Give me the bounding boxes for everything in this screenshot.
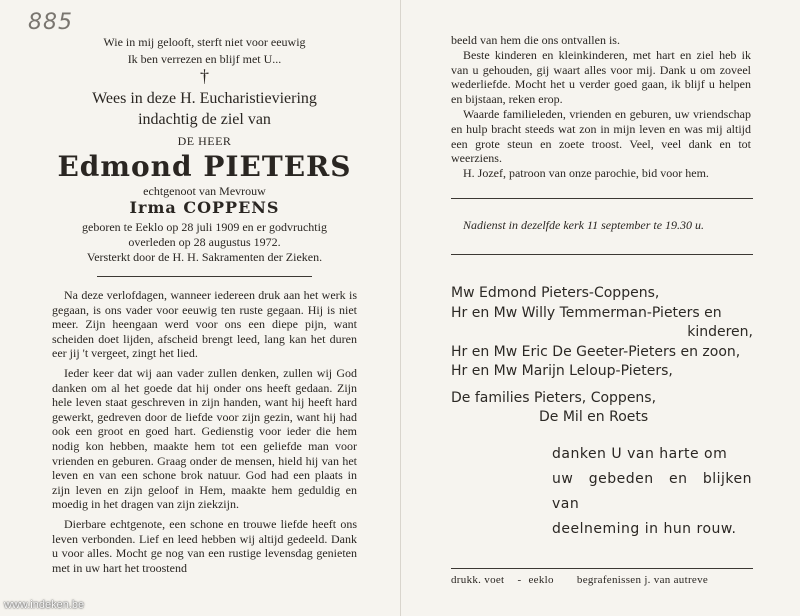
eulogy-paragraph: Ieder keer dat wij aan vader zullen denken, zullen wij God danken om al het goede dat hij onder ons heeft gedaan. Zijn hele leven staat geschreven in zijn handen, want hij heeft hard gewerkt, gedreven door de liefde voor zijn gezin, want hij had ook een groot en goed hart. Gedienstig voor ieder die hem nodig kon hebben, maakte hem tot een geliefde man voor vrienden en geburen. Graag onder de mensen, hield hij van het leven en van een schone brok natuur. God had een plaats in zijn leven en zijn geloof in Hem, maakte hem geduldig en moedig in het dragen van zijn ziekzijn. bbox=[52, 365, 357, 512]
memorial-service-notice: Nadienst in dezelfde kerk 11 september te 19.30 u. bbox=[463, 218, 705, 232]
intro-line: Wees in deze H. Eucharistieviering bbox=[92, 90, 317, 107]
watermark: www.indeken.be bbox=[4, 599, 85, 611]
deceased-name: Edmond PIETERS bbox=[57, 150, 352, 183]
eulogy-continuation bbox=[451, 33, 751, 181]
info-line: Versterkt door de H. H. Sakramenten der Zieken. bbox=[86, 250, 323, 264]
intro-text bbox=[52, 88, 357, 130]
spouse-intro: echtgenoot van Mevrouw bbox=[143, 184, 266, 198]
birth-death-info bbox=[52, 220, 357, 265]
family-line: Hr en Mw Marijn Leloup-Pieters, bbox=[451, 363, 673, 379]
printer-footer bbox=[451, 574, 753, 586]
poem bbox=[52, 34, 357, 68]
printer-town: eeklo bbox=[528, 574, 554, 586]
thanks-line: danken U van harte om bbox=[552, 446, 728, 462]
divider bbox=[451, 198, 753, 199]
thanks-text bbox=[552, 442, 752, 542]
divider bbox=[97, 276, 312, 277]
spouse-name: Irma COPPENS bbox=[129, 198, 280, 217]
intro-line: indachtig de ziel van bbox=[138, 111, 271, 128]
handwritten-number: 885 bbox=[28, 10, 73, 35]
poem-line: Wie in mij gelooft, sterft niet voor eeuwig bbox=[103, 35, 306, 49]
cross-icon: † bbox=[200, 66, 209, 86]
info-line: overleden op 28 augustus 1972. bbox=[128, 235, 281, 249]
eulogy-paragraph: H. Jozef, patroon van onze parochie, bid voor hem. bbox=[463, 166, 709, 181]
eulogy-paragraph: Waarde familieleden, vrienden en geburen, uw vriendschap en hulp bracht steeds wat zon in mijn leven en was mij altijd een grote steun en zoete troost. Veel, veel dank en tot weerziens. bbox=[451, 106, 751, 166]
family-line: Hr en Mw Willy Temmerman-Pieters en bbox=[451, 304, 722, 321]
eulogy-text bbox=[52, 288, 357, 580]
divider bbox=[451, 568, 753, 569]
eulogy-paragraph: Beste kinderen en kleinkinderen, met hart en ziel heb ik van u gehouden, gij waart alles voor mij. Dank u om zoveel wederliefde. Mocht het u verder goed gaan, ik blijf u helpen en bijstaan, reken erop. bbox=[451, 47, 751, 107]
family-line: De families Pieters, Coppens, bbox=[451, 389, 657, 406]
divider bbox=[451, 254, 753, 255]
card-fold bbox=[400, 0, 401, 616]
eulogy-paragraph: Dierbare echtgenote, een schone en trouwe liefde heeft ons leven verbonden. Lief en leed hebben wij altijd gedeeld. Dank u voor alles. Mocht ge nog van een rustige levensdag genieten met in uw hart het troostend bbox=[52, 516, 357, 575]
eulogy-paragraph: beeld van hem die ons ontvallen is. bbox=[451, 33, 620, 47]
info-line: geboren te Eeklo op 28 juli 1909 en er godvruchtig bbox=[82, 220, 327, 234]
thanks-line: uw gebeden en blijken van bbox=[552, 471, 752, 512]
undertaker-name: begrafenissen j. van autreve bbox=[576, 574, 709, 586]
family-list bbox=[451, 284, 753, 428]
thanks-line: deelneming in hun rouw. bbox=[552, 521, 737, 537]
family-line: kinderen, bbox=[687, 324, 753, 340]
eulogy-paragraph: Na deze verlofdagen, wanneer iedereen druk aan het werk is gegaan, is ons vader voor eeuwig ten ruste gegaan. Hij is niet meer. Zijn heengaan werd voor ons een diepe pijn, want scheiden doet lijden, afscheid brengt leed, lang kan het duren eer jij 't vergeet, zingt het lied. bbox=[52, 288, 357, 361]
printer-name: drukk. voet bbox=[451, 574, 505, 586]
title-label: DE HEER bbox=[177, 134, 232, 148]
poem-line: Ik ben verrezen en blijf met U... bbox=[127, 52, 282, 66]
family-line: De Mil en Roets bbox=[539, 409, 649, 425]
dash-separator: - bbox=[517, 574, 522, 586]
family-line: Hr en Mw Eric De Geeter-Pieters en zoon, bbox=[451, 343, 741, 360]
family-line: Mw Edmond Pieters-Coppens, bbox=[451, 285, 660, 301]
